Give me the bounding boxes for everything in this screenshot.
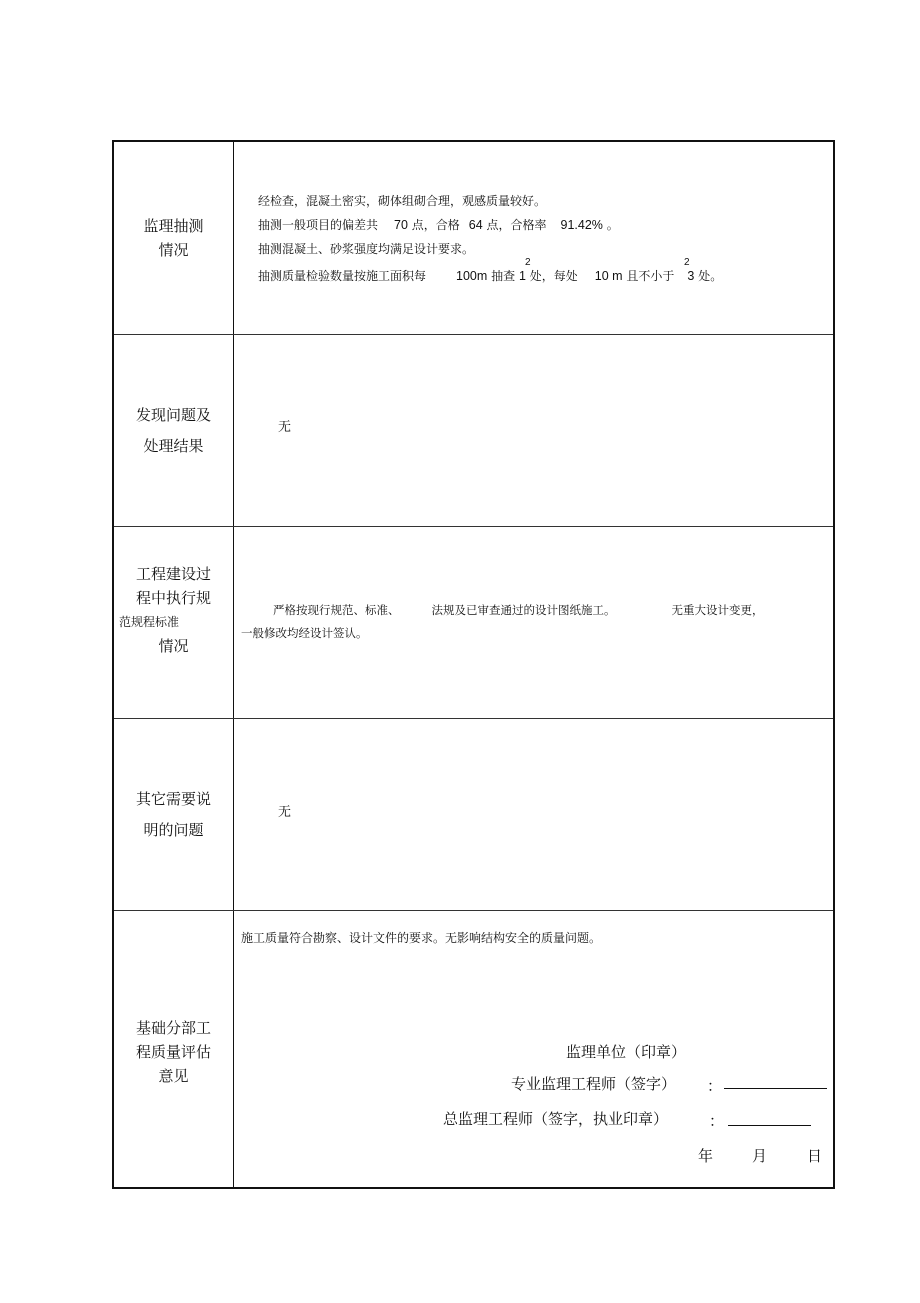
deviation-count: 70: [394, 218, 408, 232]
row-label-compliance: [114, 562, 233, 658]
label-line: 范规程标准: [119, 615, 180, 629]
issues-content: 无: [278, 420, 292, 435]
text: 且不小于: [626, 269, 675, 283]
label-line: 情况: [158, 637, 189, 655]
label-line: 监理抽测: [143, 217, 204, 235]
text: 抽测一般项目的偏差共: [258, 218, 379, 232]
text: 处。: [698, 269, 723, 283]
colon: ：: [707, 1077, 723, 1095]
row-label-issues: [114, 400, 233, 462]
row-divider: [114, 334, 833, 335]
label-line: 处理结果: [143, 437, 204, 455]
sample-count: 1: [518, 269, 526, 283]
unit-seal-label: 监理单位（印章）: [566, 1043, 687, 1061]
inspection-line-2: [258, 217, 619, 233]
inspection-line-3: 抽测混凝土、砂浆强度均满足设计要求。: [258, 242, 475, 256]
label-line: 工程建设过: [135, 565, 211, 583]
date-month: 月: [752, 1147, 768, 1165]
row-label-other: [114, 784, 233, 846]
row-divider: [114, 910, 833, 911]
column-divider: [233, 142, 234, 1187]
label-line: 基础分部工: [135, 1019, 211, 1037]
text: 无重大设计变更，: [671, 603, 764, 617]
compliance-line-2: 一般修改均经设计签认。: [241, 626, 368, 640]
chief-signature-label: 总监理工程师（签字，执业印章）: [443, 1110, 669, 1128]
date-year: 年: [698, 1147, 714, 1165]
row-label-assessment: [114, 1016, 233, 1088]
row-label-inspection: [114, 214, 233, 262]
label-line: 发现问题及: [135, 406, 211, 424]
text: 点，合格: [411, 218, 460, 232]
label-line: 其它需要说: [135, 790, 211, 808]
engineer-signature-label: 专业监理工程师（签字）: [511, 1075, 677, 1093]
engineer-signature-line[interactable]: [724, 1088, 827, 1089]
area-value: 100m: [456, 269, 488, 283]
date-day: 日: [807, 1147, 823, 1165]
compliance-line-1: [273, 602, 764, 618]
text: 法规及已审查通过的设计图纸施工。: [431, 603, 616, 617]
text: 严格按现行规范、标准、: [273, 603, 400, 617]
chief-signature-line[interactable]: [728, 1125, 811, 1126]
other-content: 无: [278, 805, 292, 820]
label-line: 意见: [158, 1067, 189, 1085]
pass-rate: 91.42%: [560, 218, 603, 232]
pass-count: 64: [468, 218, 483, 232]
assessment-table: [112, 140, 835, 1189]
inspection-line-1: 经检查，混凝土密实，砌体组砌合理，观感质量较好。: [258, 194, 547, 208]
text: 抽测质量检验数量按施工面积每: [258, 269, 427, 283]
label-line: 情况: [158, 241, 189, 259]
inspection-line-4: [258, 268, 722, 284]
text: 点，合格率: [486, 218, 547, 232]
label-line: 明的问题: [143, 821, 204, 839]
min-count: 3: [687, 269, 695, 283]
row-divider: [114, 718, 833, 719]
label-line: 程质量评估: [135, 1043, 211, 1061]
assessment-content: 施工质量符合勘察、设计文件的要求。无影响结构安全的质量问题。: [241, 931, 602, 945]
superscript: 2: [525, 257, 531, 268]
colon: ：: [709, 1112, 725, 1130]
text: 抽查: [491, 269, 516, 283]
superscript: 2: [684, 257, 690, 268]
point-area-value: 10 m: [594, 269, 623, 283]
text: 。: [606, 218, 619, 232]
label-line: 程中执行规: [135, 589, 211, 607]
row-divider: [114, 526, 833, 527]
text: 处，每处: [529, 269, 578, 283]
